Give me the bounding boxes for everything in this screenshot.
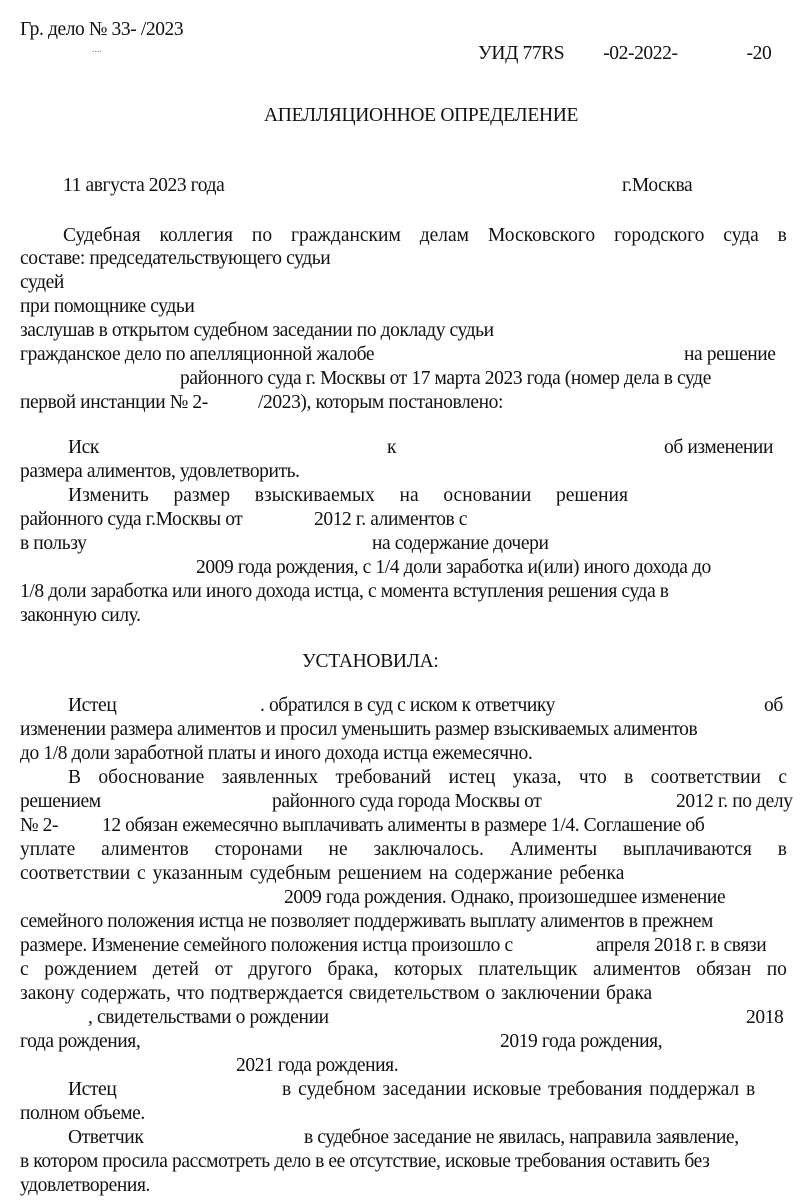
- word: размер: [173, 485, 231, 506]
- est-p3-l1a: Истец: [68, 1079, 117, 1100]
- ruling-line-6: 2009 года рождения, с 1/4 доли заработка и(или) иного дохода до: [196, 557, 711, 578]
- word: в: [777, 839, 787, 860]
- est-p1-l1c: об: [764, 695, 783, 716]
- word: другого: [248, 959, 312, 980]
- word: которых: [394, 959, 463, 980]
- redaction-mark: ....: [92, 44, 102, 55]
- est-p2-l2a: решением: [20, 791, 101, 812]
- word: гражданским: [291, 225, 401, 246]
- est-p2-l6: 2009 года рождения. Однако, произошедшее изменение: [284, 887, 726, 908]
- document-city: г.Москва: [622, 175, 693, 196]
- est-p1-l1b: . обратился в суд с иском к ответчику: [260, 695, 556, 716]
- est-p2-l1: [68, 766, 787, 790]
- word: городского: [614, 225, 705, 246]
- est-p2-l5: соответствии с указанным судебным решением на содержание ребенка: [20, 863, 625, 884]
- intro-line-1: [63, 224, 787, 248]
- intro-line-8b: /2023), которым постановлено:: [258, 392, 503, 413]
- est-p2-l12a: года рождения,: [20, 1031, 141, 1052]
- est-p2-l11b: 2018: [746, 1007, 784, 1028]
- word: обоснование: [98, 767, 205, 788]
- word: с: [778, 767, 787, 788]
- intro-line-5: заслушав в открытом судебном заседании по докладу судьи: [20, 320, 494, 341]
- word: суда: [723, 225, 759, 246]
- word: детей: [152, 959, 199, 980]
- word: коллегия: [159, 225, 234, 246]
- intro-line-3: судей: [20, 272, 64, 293]
- word: Московского: [487, 225, 596, 246]
- est-p2-l11a: , свидетельствами о рождении: [88, 1007, 329, 1028]
- word: выплачиваются: [622, 839, 752, 860]
- ruling-line-1c: об изменении: [664, 437, 774, 458]
- word: заявленных: [221, 767, 319, 788]
- ruling-line-4a: районного суда г.Москвы от: [20, 509, 243, 530]
- est-p1-l2: изменении размера алиментов и просил уменьшить размер взыскиваемых алиментов: [20, 719, 698, 740]
- ruling-line-5a: в пользу: [20, 533, 87, 554]
- uid-label: [478, 42, 771, 66]
- word: взыскиваемых: [254, 485, 375, 506]
- word: что: [578, 767, 607, 788]
- intro-line-7: районного суда г. Москвы от 17 марта 2023 года (номер дела в суде: [180, 368, 711, 389]
- case-number: Гр. дело № 33- /2023: [20, 19, 184, 40]
- ruling-line-7: 1/8 доли заработка или иного дохода истца, с момента вступления решения суда в: [20, 581, 669, 602]
- uid-mid: -02-2022-: [603, 43, 678, 64]
- uid-suffix: -20: [746, 43, 772, 64]
- section-heading: УСТАНОВИЛА:: [302, 651, 439, 672]
- word: в: [777, 225, 787, 246]
- word: обязан: [696, 959, 752, 980]
- intro-line-4: при помощнике судьи: [20, 296, 195, 317]
- word: В: [68, 767, 82, 788]
- ruling-line-5b: на содержание дочери: [372, 533, 549, 554]
- est-p2-l7: семейного положения истца не позволяет поддерживать выплату алиментов в прежнем: [20, 911, 713, 932]
- word: алиментов: [101, 839, 189, 860]
- est-p2-l8b: апреля 2018 г. в связи: [596, 935, 767, 956]
- est-p2-l8a: размере. Изменение семейного положения истца произошло с: [20, 935, 513, 956]
- uid-prefix: УИД 77RS: [478, 43, 565, 64]
- word: основании: [443, 485, 532, 506]
- ruling-line-1a: Иск: [68, 437, 100, 458]
- est-p1-l3: до 1/8 доли заработной платы и иного дохода истца ежемесячно.: [20, 743, 533, 764]
- est-p3-l2: полном объеме.: [20, 1103, 145, 1124]
- ruling-line-4b: 2012 г. алиментов с: [314, 509, 467, 530]
- intro-line-6a: гражданское дело по апелляционной жалобе: [20, 344, 375, 365]
- word: Судебная: [63, 225, 141, 246]
- est-p2-l2b: районного суда города Москвы от: [272, 791, 542, 812]
- word: в: [624, 767, 634, 788]
- est-p1-l1a: Истец: [68, 695, 117, 716]
- ruling-line-8: законную силу.: [20, 605, 141, 626]
- intro-line-2: составе: председательствующего судьи: [20, 248, 331, 269]
- document-date: 11 августа 2023 года: [63, 175, 225, 196]
- word: не: [328, 839, 348, 860]
- word: делам: [419, 225, 470, 246]
- est-p3-l1b: в судебном заседании исковые требования поддержал в: [282, 1079, 756, 1100]
- word: с: [20, 959, 29, 980]
- word: соответствии: [650, 767, 761, 788]
- word: по: [766, 959, 787, 980]
- est-p4-l1a: Ответчик: [68, 1127, 144, 1148]
- word: Алименты: [509, 839, 598, 860]
- ruling-line-2: размера алиментов, удовлетворить.: [20, 461, 300, 482]
- word: сторонами: [214, 839, 303, 860]
- est-p4-l1b: в судебное заседание не явилась, направила заявление,: [304, 1127, 739, 1148]
- est-p2-l13: 2021 года рождения.: [236, 1055, 399, 1076]
- word: требований: [335, 767, 432, 788]
- word: плательщик: [478, 959, 578, 980]
- est-p2-l2c: 2012 г. по делу: [676, 791, 793, 812]
- est-p2-l3b: 12 обязан ежемесячно выплачивать алименты в размере 1/4. Соглашение об: [102, 815, 705, 836]
- word: уплате: [20, 839, 76, 860]
- intro-line-8a: первой инстанции № 2-: [20, 392, 208, 413]
- ruling-line-1b: к: [387, 437, 397, 458]
- ruling-line-3: [68, 484, 628, 508]
- est-p2-l3a: № 2-: [20, 815, 59, 836]
- word: по: [251, 225, 273, 246]
- est-p2-l9: [20, 958, 787, 982]
- word: на: [399, 485, 419, 506]
- word: Изменить: [68, 485, 149, 506]
- document-title: АПЕЛЛЯЦИОННОЕ ОПРЕДЕЛЕНИЕ: [264, 105, 579, 126]
- intro-line-6b: на решение: [684, 344, 776, 365]
- word: указа,: [512, 767, 562, 788]
- est-p4-l3: удовлетворения.: [20, 1175, 150, 1196]
- word: брака,: [327, 959, 379, 980]
- est-p4-l2: в котором просила рассмотреть дело в ее отсутствие, исковые требования оставить без: [20, 1151, 710, 1172]
- word: заключалось.: [373, 839, 484, 860]
- est-p2-l10: закону содержать, что подтверждается свидетельством о заключении брака: [20, 983, 653, 1004]
- word: решения: [556, 485, 628, 506]
- word: алиментов: [592, 959, 681, 980]
- word: истец: [448, 767, 496, 788]
- word: от: [214, 959, 233, 980]
- word: рождением: [44, 959, 138, 980]
- est-p2-l4: [20, 838, 787, 862]
- est-p2-l12b: 2019 года рождения,: [500, 1031, 663, 1052]
